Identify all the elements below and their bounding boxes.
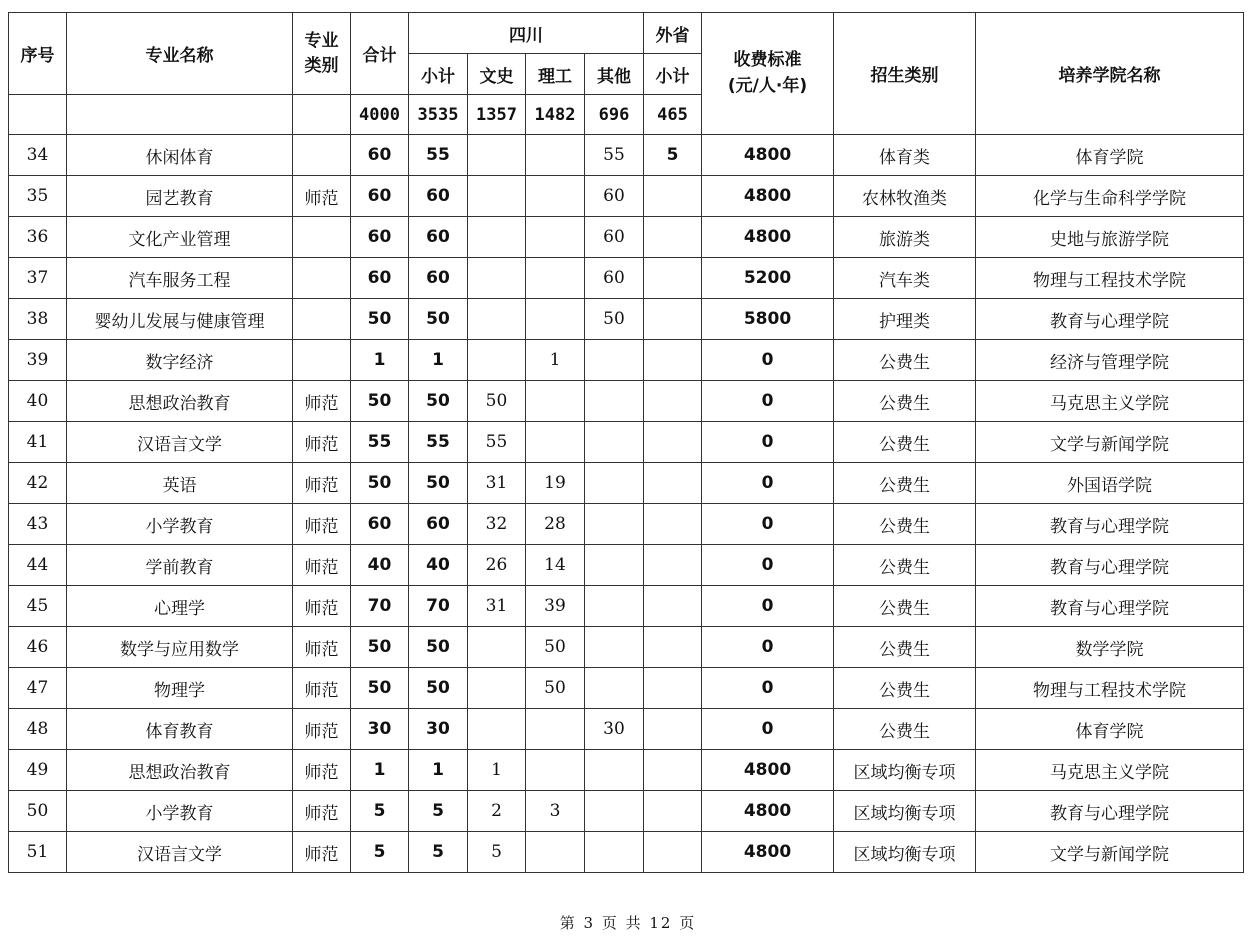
cell-major: 体育教育: [67, 709, 293, 750]
cell-wenshi: 32: [468, 504, 526, 545]
cell-major-type: [293, 217, 351, 258]
cell-out-subtotal: [644, 545, 702, 586]
cell-other: 60: [585, 258, 644, 299]
cell-enroll-type: 公费生: [834, 422, 976, 463]
cell-ligong: [526, 709, 585, 750]
cell-sc-subtotal: 1: [409, 340, 468, 381]
cell-out-subtotal: [644, 750, 702, 791]
table-row: [9, 668, 1244, 709]
other-sum: 696: [585, 95, 644, 135]
cell-seq: 47: [9, 668, 67, 709]
table-row: [9, 381, 1244, 422]
table-row: [9, 545, 1244, 586]
cell-enroll-type: 公费生: [834, 340, 976, 381]
cell-major: 物理学: [67, 668, 293, 709]
cell-college: 教育与心理学院: [976, 504, 1244, 545]
cell-enroll-type: 汽车类: [834, 258, 976, 299]
cell-wenshi: 2: [468, 791, 526, 832]
cell-ligong: 19: [526, 463, 585, 504]
cell-major-type: 师范: [293, 586, 351, 627]
table-row: [9, 791, 1244, 832]
cell-ligong: [526, 176, 585, 217]
cell-out-subtotal: [644, 832, 702, 873]
cell-major-type: 师范: [293, 627, 351, 668]
cell-out-subtotal: [644, 504, 702, 545]
table-row: [9, 586, 1244, 627]
cell-enroll-type: 区域均衡专项: [834, 750, 976, 791]
cell-total: 30: [351, 709, 409, 750]
cell-ligong: [526, 422, 585, 463]
cell-seq: 45: [9, 586, 67, 627]
cell-wenshi: [468, 299, 526, 340]
cell-enroll-type: 公费生: [834, 586, 976, 627]
cell-fee: 0: [702, 709, 834, 750]
cell-major-type: 师范: [293, 463, 351, 504]
wenshi-sum: 1357: [468, 95, 526, 135]
cell-out-subtotal: [644, 381, 702, 422]
cell-other: 30: [585, 709, 644, 750]
cell-sc-subtotal: 70: [409, 586, 468, 627]
header-blank-1: [9, 95, 67, 135]
cell-ligong: 28: [526, 504, 585, 545]
table-row: [9, 750, 1244, 791]
cell-other: [585, 627, 644, 668]
cell-total: 1: [351, 750, 409, 791]
cell-total: 50: [351, 668, 409, 709]
cell-major: 婴幼儿发展与健康管理: [67, 299, 293, 340]
cell-wenshi: [468, 176, 526, 217]
cell-wenshi: [468, 258, 526, 299]
cell-seq: 39: [9, 340, 67, 381]
cell-college: 数学学院: [976, 627, 1244, 668]
cell-major: 心理学: [67, 586, 293, 627]
table-row: [9, 627, 1244, 668]
cell-major-type: 师范: [293, 176, 351, 217]
cell-other: [585, 791, 644, 832]
cell-seq: 42: [9, 463, 67, 504]
cell-college: 化学与生命科学学院: [976, 176, 1244, 217]
cell-total: 70: [351, 586, 409, 627]
cell-sc-subtotal: 50: [409, 463, 468, 504]
cell-out-subtotal: [644, 586, 702, 627]
cell-other: 55: [585, 135, 644, 176]
cell-out-subtotal: [644, 299, 702, 340]
cell-out-subtotal: [644, 668, 702, 709]
cell-enroll-type: 区域均衡专项: [834, 832, 976, 873]
cell-sc-subtotal: 50: [409, 627, 468, 668]
cell-major: 小学教育: [67, 791, 293, 832]
cell-total: 60: [351, 504, 409, 545]
cell-ligong: [526, 135, 585, 176]
cell-enroll-type: 公费生: [834, 381, 976, 422]
page-footer: 第 3 页 共 12 页: [559, 914, 697, 932]
table-row: [9, 258, 1244, 299]
cell-seq: 44: [9, 545, 67, 586]
cell-out-subtotal: [644, 258, 702, 299]
sc-subtotal-sum: 3535: [409, 95, 468, 135]
cell-wenshi: 1: [468, 750, 526, 791]
cell-sc-subtotal: 30: [409, 709, 468, 750]
cell-seq: 38: [9, 299, 67, 340]
cell-major: 汉语言文学: [67, 422, 293, 463]
cell-major-type: [293, 299, 351, 340]
cell-major: 数字经济: [67, 340, 293, 381]
cell-major-type: 师范: [293, 545, 351, 586]
cell-out-subtotal: [644, 791, 702, 832]
cell-ligong: [526, 832, 585, 873]
cell-out-subtotal: [644, 176, 702, 217]
cell-other: [585, 545, 644, 586]
cell-other: [585, 668, 644, 709]
header-other-province: 外省: [644, 13, 702, 54]
header-seq: 序号: [9, 13, 67, 95]
table-row: [9, 340, 1244, 381]
table-row: [9, 422, 1244, 463]
cell-out-subtotal: [644, 422, 702, 463]
cell-enroll-type: 农林牧渔类: [834, 176, 976, 217]
cell-fee: 4800: [702, 791, 834, 832]
cell-college: 马克思主义学院: [976, 381, 1244, 422]
out-subtotal-sum: 465: [644, 95, 702, 135]
cell-seq: 51: [9, 832, 67, 873]
cell-out-subtotal: [644, 627, 702, 668]
cell-sc-subtotal: 60: [409, 504, 468, 545]
cell-fee: 5200: [702, 258, 834, 299]
cell-fee: 0: [702, 545, 834, 586]
cell-total: 60: [351, 135, 409, 176]
cell-college: 教育与心理学院: [976, 545, 1244, 586]
cell-major-type: 师范: [293, 381, 351, 422]
cell-fee: 0: [702, 381, 834, 422]
cell-total: 50: [351, 627, 409, 668]
cell-other: 60: [585, 217, 644, 258]
cell-fee: 0: [702, 627, 834, 668]
cell-fee: 4800: [702, 176, 834, 217]
cell-major-type: 师范: [293, 791, 351, 832]
cell-college: 教育与心理学院: [976, 791, 1244, 832]
cell-major: 思想政治教育: [67, 750, 293, 791]
cell-college: 史地与旅游学院: [976, 217, 1244, 258]
cell-seq: 49: [9, 750, 67, 791]
header-total: 合计: [351, 13, 409, 95]
table-row: [9, 299, 1244, 340]
cell-wenshi: [468, 709, 526, 750]
cell-sc-subtotal: 50: [409, 381, 468, 422]
cell-total: 60: [351, 258, 409, 299]
cell-other: 50: [585, 299, 644, 340]
cell-out-subtotal: [644, 709, 702, 750]
cell-wenshi: [468, 668, 526, 709]
cell-enroll-type: 护理类: [834, 299, 976, 340]
cell-fee: 4800: [702, 750, 834, 791]
cell-major: 数学与应用数学: [67, 627, 293, 668]
cell-seq: 41: [9, 422, 67, 463]
cell-major-type: [293, 135, 351, 176]
cell-college: 体育学院: [976, 135, 1244, 176]
cell-ligong: [526, 299, 585, 340]
cell-major: 汉语言文学: [67, 832, 293, 873]
cell-fee: 0: [702, 504, 834, 545]
cell-total: 60: [351, 217, 409, 258]
cell-sc-subtotal: 60: [409, 176, 468, 217]
header-major-type: [293, 13, 351, 95]
table-row: [9, 217, 1244, 258]
cell-total: 50: [351, 299, 409, 340]
cell-out-subtotal: [644, 463, 702, 504]
cell-college: 文学与新闻学院: [976, 832, 1244, 873]
cell-other: 60: [585, 176, 644, 217]
cell-fee: 4800: [702, 832, 834, 873]
cell-ligong: [526, 750, 585, 791]
cell-sc-subtotal: 50: [409, 668, 468, 709]
cell-wenshi: [468, 135, 526, 176]
cell-major-type: 师范: [293, 668, 351, 709]
cell-enroll-type: 旅游类: [834, 217, 976, 258]
cell-seq: 35: [9, 176, 67, 217]
cell-fee: 4800: [702, 135, 834, 176]
cell-seq: 36: [9, 217, 67, 258]
cell-enroll-type: 体育类: [834, 135, 976, 176]
cell-total: 50: [351, 463, 409, 504]
header-blank-3: [293, 95, 351, 135]
header-blank-2: [67, 95, 293, 135]
cell-other: [585, 504, 644, 545]
cell-fee: 0: [702, 340, 834, 381]
cell-ligong: [526, 381, 585, 422]
cell-major: 小学教育: [67, 504, 293, 545]
cell-fee: 0: [702, 668, 834, 709]
enrollment-plan-table: [8, 12, 1244, 873]
cell-major: 思想政治教育: [67, 381, 293, 422]
header-sichuan: 四川: [409, 13, 644, 54]
cell-fee: 4800: [702, 217, 834, 258]
table-row: [9, 504, 1244, 545]
header-wenshi: 文史: [468, 54, 526, 95]
cell-total: 1: [351, 340, 409, 381]
cell-out-subtotal: [644, 217, 702, 258]
cell-out-subtotal: 5: [644, 135, 702, 176]
ligong-sum: 1482: [526, 95, 585, 135]
header-other: 其他: [585, 54, 644, 95]
cell-seq: 50: [9, 791, 67, 832]
header-major-type-text: 专业类别: [304, 30, 339, 76]
header-college: 培养学院名称: [976, 13, 1244, 135]
cell-enroll-type: 公费生: [834, 504, 976, 545]
cell-fee: 0: [702, 586, 834, 627]
cell-total: 60: [351, 176, 409, 217]
header-major: 专业名称: [67, 13, 293, 95]
cell-major: 学前教育: [67, 545, 293, 586]
cell-fee: 5800: [702, 299, 834, 340]
cell-college: 马克思主义学院: [976, 750, 1244, 791]
cell-sc-subtotal: 5: [409, 791, 468, 832]
cell-sc-subtotal: 40: [409, 545, 468, 586]
cell-enroll-type: 区域均衡专项: [834, 791, 976, 832]
cell-ligong: 50: [526, 668, 585, 709]
table-row: [9, 832, 1244, 873]
cell-sc-subtotal: 50: [409, 299, 468, 340]
header-ligong: 理工: [526, 54, 585, 95]
cell-major-type: [293, 258, 351, 299]
cell-sc-subtotal: 60: [409, 258, 468, 299]
cell-other: [585, 422, 644, 463]
cell-major-type: [293, 340, 351, 381]
cell-college: 经济与管理学院: [976, 340, 1244, 381]
cell-wenshi: 5: [468, 832, 526, 873]
cell-other: [585, 586, 644, 627]
cell-major: 汽车服务工程: [67, 258, 293, 299]
table-row: [9, 176, 1244, 217]
cell-major: 休闲体育: [67, 135, 293, 176]
cell-ligong: 39: [526, 586, 585, 627]
cell-college: 体育学院: [976, 709, 1244, 750]
cell-enroll-type: 公费生: [834, 627, 976, 668]
cell-other: [585, 750, 644, 791]
cell-major-type: 师范: [293, 832, 351, 873]
cell-wenshi: [468, 217, 526, 258]
cell-seq: 34: [9, 135, 67, 176]
cell-wenshi: 50: [468, 381, 526, 422]
cell-sc-subtotal: 1: [409, 750, 468, 791]
cell-fee: 0: [702, 463, 834, 504]
cell-major-type: 师范: [293, 422, 351, 463]
cell-college: 物理与工程技术学院: [976, 668, 1244, 709]
cell-total: 50: [351, 381, 409, 422]
header-out-subtotal: 小计: [644, 54, 702, 95]
cell-ligong: 3: [526, 791, 585, 832]
cell-major-type: 师范: [293, 504, 351, 545]
cell-seq: 37: [9, 258, 67, 299]
cell-major-type: 师范: [293, 709, 351, 750]
cell-other: [585, 463, 644, 504]
cell-total: 55: [351, 422, 409, 463]
cell-wenshi: 26: [468, 545, 526, 586]
table-row: [9, 709, 1244, 750]
cell-seq: 43: [9, 504, 67, 545]
cell-wenshi: [468, 627, 526, 668]
header-fee: 收费标准 (元/人·年): [702, 13, 834, 135]
cell-seq: 46: [9, 627, 67, 668]
cell-out-subtotal: [644, 340, 702, 381]
cell-college: 教育与心理学院: [976, 586, 1244, 627]
cell-seq: 40: [9, 381, 67, 422]
header-sc-subtotal: 小计: [409, 54, 468, 95]
cell-major: 园艺教育: [67, 176, 293, 217]
cell-ligong: 1: [526, 340, 585, 381]
cell-ligong: [526, 258, 585, 299]
cell-sc-subtotal: 55: [409, 422, 468, 463]
cell-wenshi: 31: [468, 463, 526, 504]
cell-total: 5: [351, 791, 409, 832]
cell-sc-subtotal: 55: [409, 135, 468, 176]
cell-ligong: 14: [526, 545, 585, 586]
cell-college: 物理与工程技术学院: [976, 258, 1244, 299]
cell-college: 教育与心理学院: [976, 299, 1244, 340]
cell-sc-subtotal: 5: [409, 832, 468, 873]
total-sum: 4000: [351, 95, 409, 135]
cell-major: 文化产业管理: [67, 217, 293, 258]
cell-fee: 0: [702, 422, 834, 463]
cell-college: 文学与新闻学院: [976, 422, 1244, 463]
cell-total: 5: [351, 832, 409, 873]
header-enroll-type: 招生类别: [834, 13, 976, 135]
table-row: [9, 463, 1244, 504]
cell-wenshi: 55: [468, 422, 526, 463]
cell-major-type: 师范: [293, 750, 351, 791]
cell-sc-subtotal: 60: [409, 217, 468, 258]
cell-other: [585, 832, 644, 873]
cell-other: [585, 381, 644, 422]
cell-ligong: [526, 217, 585, 258]
cell-college: 外国语学院: [976, 463, 1244, 504]
cell-major: 英语: [67, 463, 293, 504]
cell-enroll-type: 公费生: [834, 463, 976, 504]
cell-wenshi: [468, 340, 526, 381]
cell-ligong: 50: [526, 627, 585, 668]
cell-enroll-type: 公费生: [834, 668, 976, 709]
cell-seq: 48: [9, 709, 67, 750]
cell-enroll-type: 公费生: [834, 545, 976, 586]
cell-other: [585, 340, 644, 381]
cell-enroll-type: 公费生: [834, 709, 976, 750]
cell-wenshi: 31: [468, 586, 526, 627]
cell-total: 40: [351, 545, 409, 586]
table-row: [9, 135, 1244, 176]
